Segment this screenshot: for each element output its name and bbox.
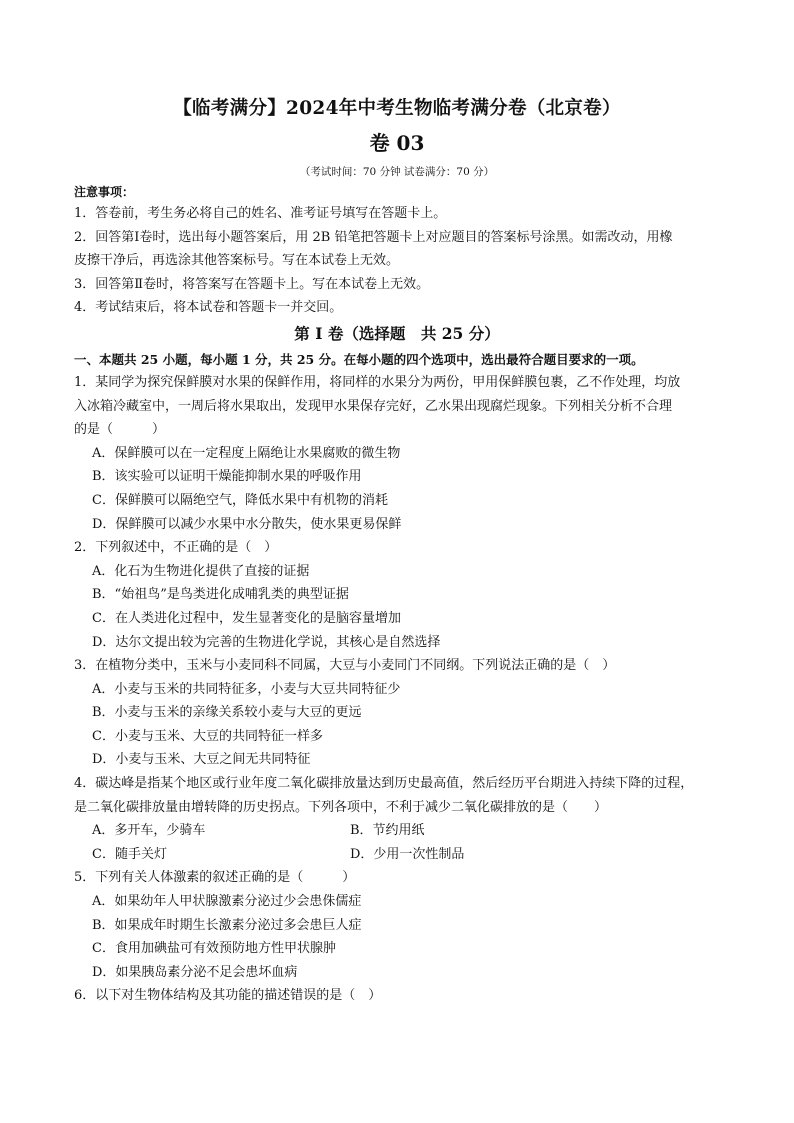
question-5-option-a: A．如果幼年人甲状腺激素分泌过少会患侏儒症 xyxy=(92,894,362,910)
question-1-stem: 入冰箱冷藏室中，一周后将水果取出，发现甲水果保存完好，乙水果出现腐烂现象。下列相关分析不合理 xyxy=(74,398,673,414)
question-4-options-row xyxy=(74,843,720,867)
notice-item: 3．回答第Ⅱ卷时，将答案写在答题卡上。写在本试卷上无效。 xyxy=(74,276,430,292)
question-3-option-b: B．小麦与玉米的亲缘关系较小麦与大豆的更远 xyxy=(92,705,362,721)
question-5-option-c: C．食用加碘盐可有效预防地方性甲状腺肿 xyxy=(92,941,336,957)
notice-item: 1．答卷前，考生务必将自己的姓名、准考证号填写在答题卡上。 xyxy=(74,206,447,221)
question-1-option-c: C．保鲜膜可以隔绝空气，降低水果中有机物的消耗 xyxy=(92,492,388,508)
question-2-stem: 2．下列叙述中，不正确的是（ ） xyxy=(74,540,278,556)
question-4-option-a: A．多开车，少骑车 xyxy=(92,823,206,839)
exam-title: 【临考满分】2024年中考生物临考满分卷（北京卷） xyxy=(173,98,621,119)
question-3-option-c: C．小麦与玉米、大豆的共同特征一样多 xyxy=(92,728,323,744)
question-2-option-c: C．在人类进化过程中，发生显著变化的是脑容量增加 xyxy=(92,610,401,626)
exam-time-info: （考试时间：70 分钟 试卷满分：70 分） xyxy=(299,166,495,178)
question-4-option-d: D．少用一次性制品 xyxy=(350,846,465,862)
question-4-stem: 是二氧化碳排放量由增转降的历史拐点。下列各项中，不利于减少二氧化碳排放的是（ ） xyxy=(74,799,608,815)
question-3-stem: 3．在植物分类中，玉米与小麦同科不同属，大豆与小麦同门不同纲。下列说法正确的是（ ） xyxy=(74,658,616,674)
question-1-stem: 1．某同学为探究保鲜膜对水果的保鲜作用，将同样的水果分为两份，甲用保鲜膜包裹，乙不作处理，均放 xyxy=(74,374,681,390)
question-1-option-b: B．该实验可以证明干燥能抑制水果的呼吸作用 xyxy=(92,469,362,485)
question-5-option-d: D．如果胰岛素分泌不足会患坏血病 xyxy=(92,964,298,980)
question-1-option-d: D．保鲜膜可以减少水果中水分散失，使水果更易保鲜 xyxy=(92,516,402,532)
section-description: 一、本题共 25 小题，每小题 1 分，共 25 分。在每小题的四个选项中，选出最符合题目要求的一项。 xyxy=(74,351,644,367)
question-3-option-a: A．小麦与玉米的共同特征多，小麦与大豆共同特征少 xyxy=(92,681,401,697)
question-4-options-row xyxy=(74,819,720,843)
question-5-option-b: B．如果成年时期生长激素分泌过多会患巨人症 xyxy=(92,917,362,933)
notice-item: 4．考试结束后，将本试卷和答题卡一并交回。 xyxy=(74,300,343,316)
question-2-option-b: B．“始祖鸟”是鸟类进化成哺乳类的典型证据 xyxy=(92,587,349,603)
question-1-stem: 的是（ ） xyxy=(74,422,166,438)
notice-heading: 注意事项： xyxy=(74,185,135,199)
question-2-option-d: D．达尔文提出较为完善的生物进化学说，其核心是自然选择 xyxy=(92,634,441,650)
question-2-option-a: A．化石为生物进化提供了直接的证据 xyxy=(92,563,310,579)
section-title: 第 I 卷（选择题 共 25 分） xyxy=(294,323,500,343)
question-1-option-a: A．保鲜膜可以在一定程度上隔绝让水果腐败的微生物 xyxy=(92,445,401,461)
question-5-stem: 5．下列有关人体激素的叙述正确的是（ ） xyxy=(74,870,356,886)
question-6-stem: 6．以下对生物体结构及其功能的描述错误的是（ ） xyxy=(74,988,382,1004)
question-4-option-c: C．随手关灯 xyxy=(92,846,167,862)
notice-item: 2．回答第Ⅰ卷时，选出每小题答案后，用 2B 铅笔把答题卡上对应题目的答案标号涂黑。如需改动，用橡 xyxy=(74,229,673,245)
question-4-option-b: B．节约用纸 xyxy=(350,823,425,839)
notice-item: 皮擦干净后，再选涂其他答案标号。写在本试卷上无效。 xyxy=(74,253,400,269)
exam-subtitle: 卷 03 xyxy=(369,131,425,155)
question-4-stem: 4．碳达峰是指某个地区或行业年度二氧化碳排放量达到历史最高值，然后经历平台期进入持续下降的过程， xyxy=(74,776,694,792)
question-3-option-d: D．小麦与玉米、大豆之间无共同特征 xyxy=(92,752,311,768)
